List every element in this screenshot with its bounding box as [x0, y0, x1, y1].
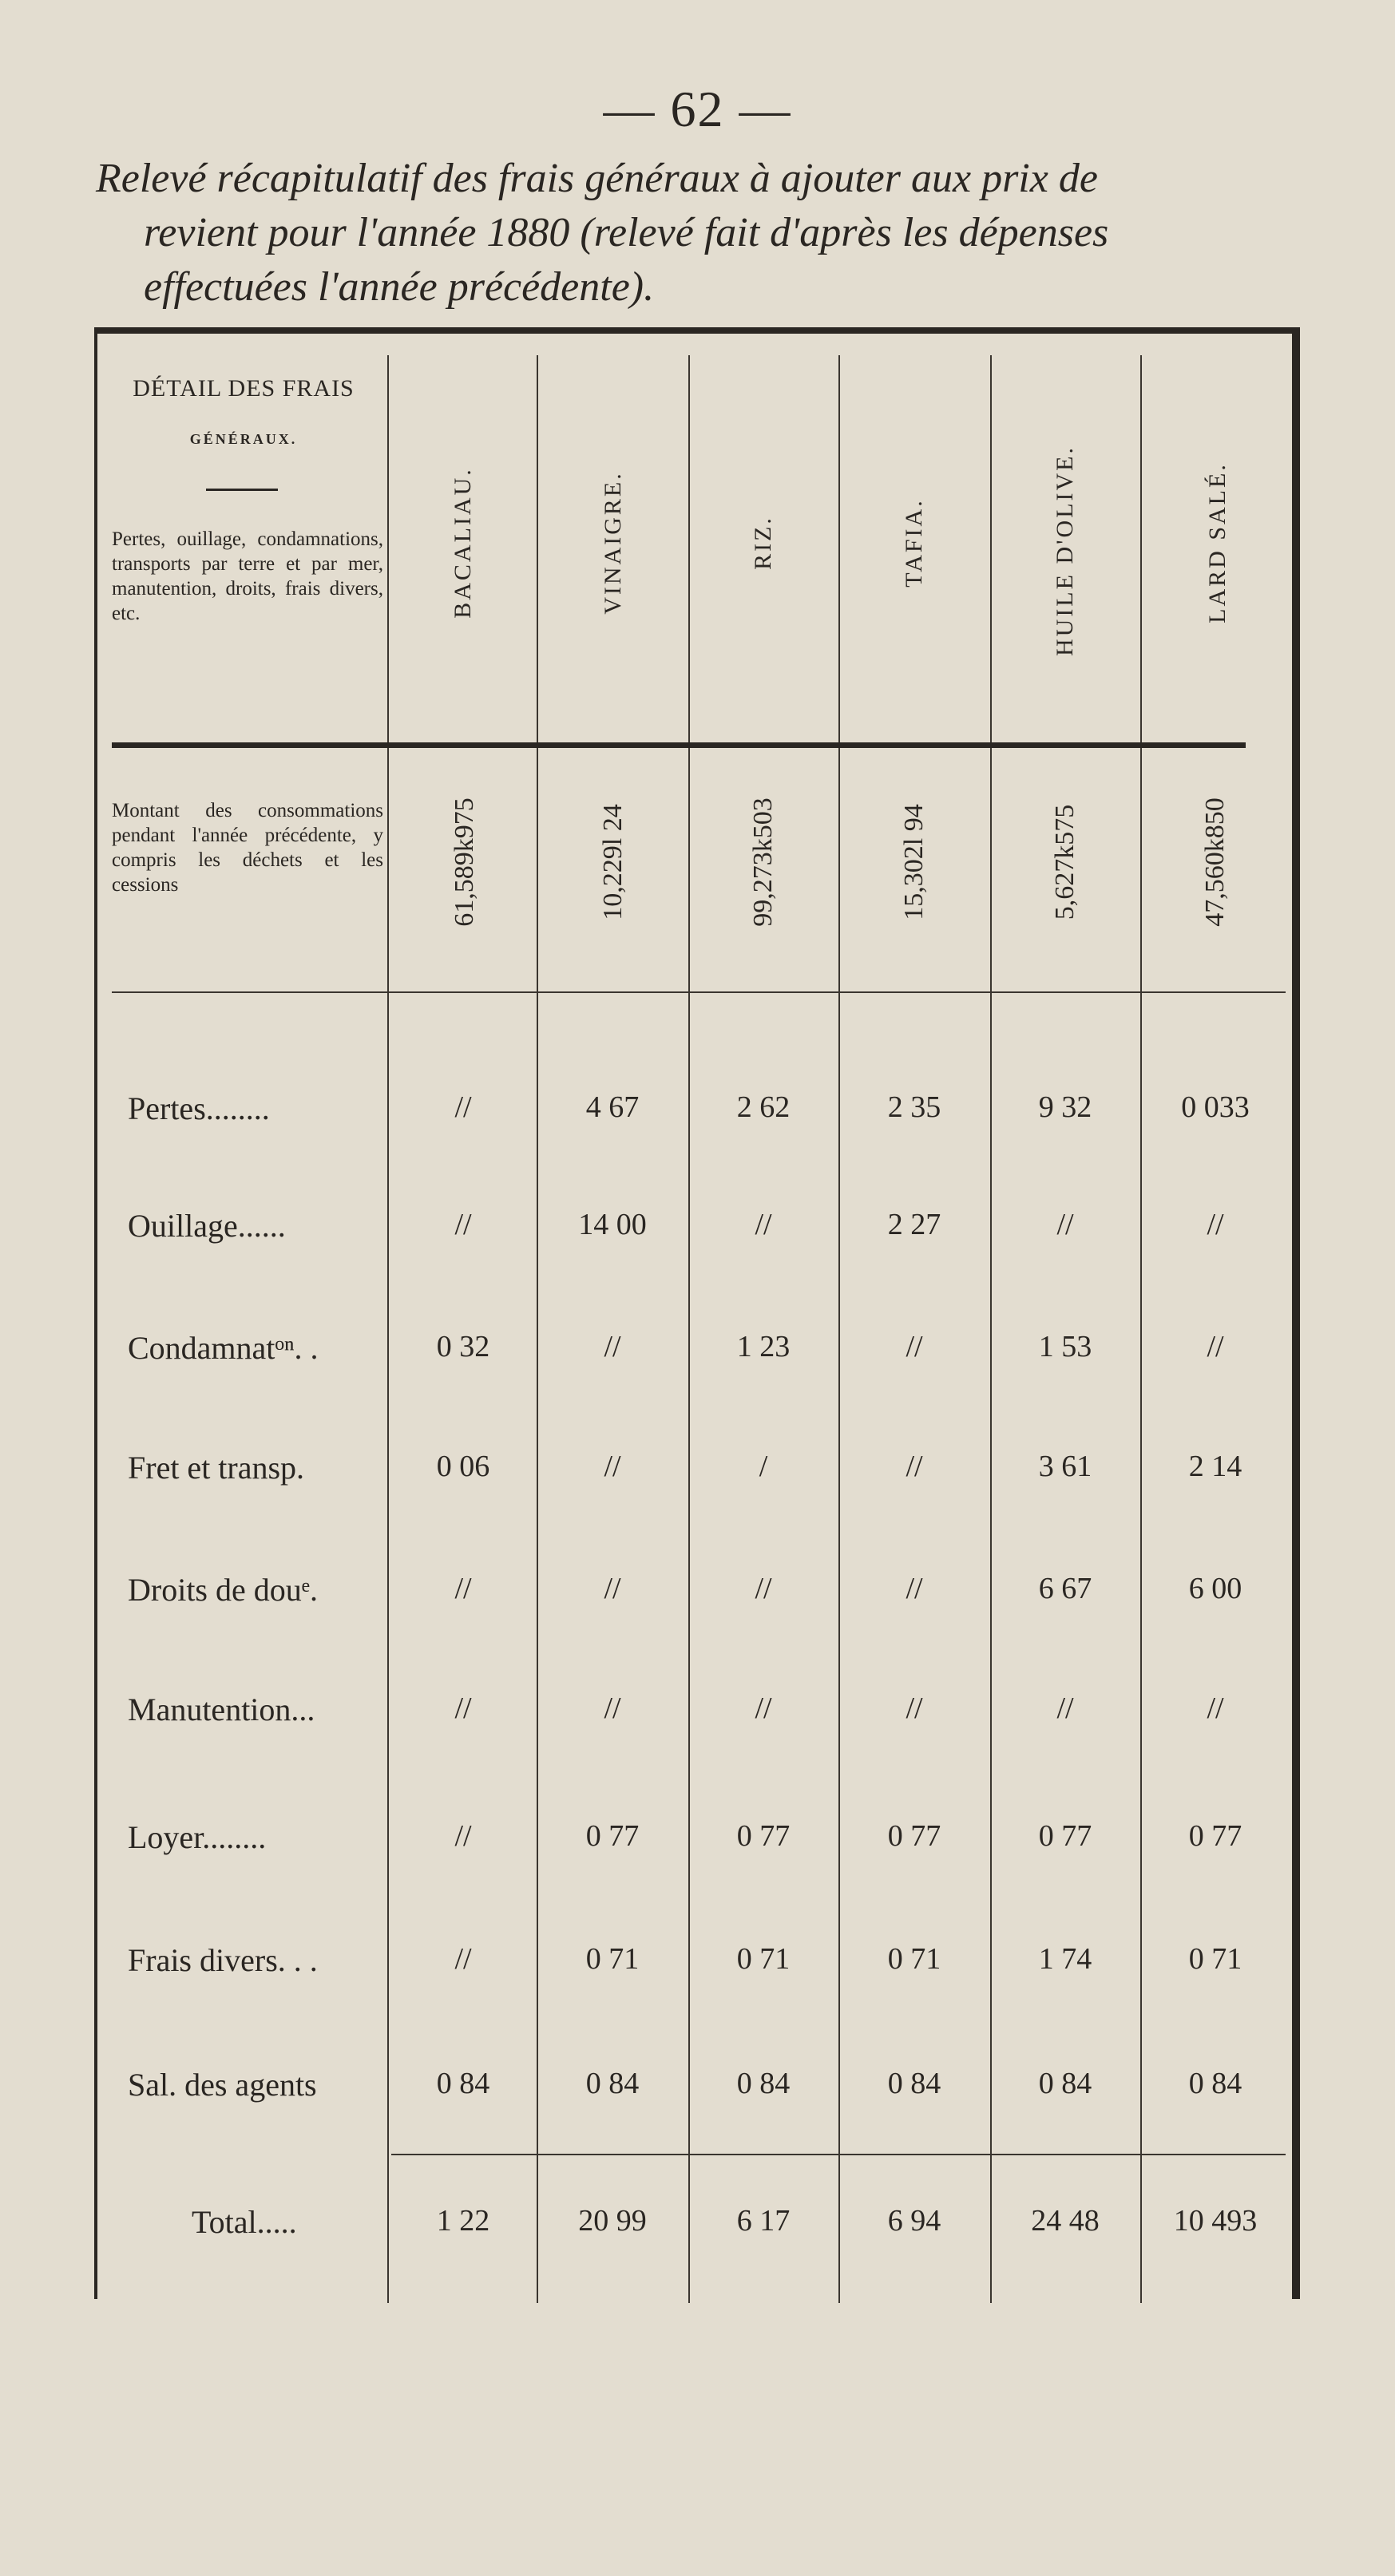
table-cell: 0 84 — [585, 2067, 640, 2100]
table-cell: // — [755, 1692, 772, 1725]
column-header-bacaliau: BACALIAU. — [450, 467, 476, 619]
montant-label: Montant des consommations pendant l'année précédente, y compris les déchets et les cessions — [112, 800, 383, 896]
montant-value: 10,229l 24 — [598, 804, 628, 920]
header-divider — [206, 489, 278, 491]
table-cell: 0 77 — [736, 1819, 791, 1853]
total-cell: 1 22 — [436, 2204, 490, 2238]
total-cell: 24 48 — [1031, 2204, 1100, 2238]
row-label: Frais divers. . . — [128, 1942, 318, 1978]
row-label: Condamnatᵒⁿ. . — [128, 1330, 319, 1366]
total-cell: 6 94 — [887, 2204, 941, 2238]
table-cell: 0 84 — [887, 2067, 941, 2100]
table-cell: 3 61 — [1038, 1450, 1092, 1483]
total-cell: 20 99 — [578, 2204, 647, 2238]
table-cell: 0 71 — [1188, 1942, 1242, 1976]
column-divider — [387, 355, 389, 2303]
table-cell: // — [454, 1090, 472, 1124]
page-number: — 62 — — [603, 81, 792, 137]
row-label: Loyer........ — [128, 1819, 267, 1855]
table-cell: 6 00 — [1188, 1572, 1242, 1605]
table-cell: // — [604, 1450, 621, 1483]
column-header-vinaigre: VINAIGRE. — [600, 471, 626, 615]
total-rule — [391, 2154, 1286, 2155]
table-cell: // — [755, 1208, 772, 1241]
table-cell: 0 32 — [436, 1330, 490, 1363]
table-cell: // — [1207, 1208, 1224, 1241]
title-line-3: effectuées l'année précédente). — [144, 264, 655, 310]
table-cell: / — [759, 1450, 768, 1483]
page-title — [96, 152, 1318, 315]
column-header-riz: RIZ. — [750, 516, 776, 570]
table-cell: 0 71 — [585, 1942, 640, 1976]
column-divider — [1140, 355, 1142, 2303]
table-cell: // — [454, 1208, 472, 1241]
title-line-1: Relevé récapitulatif des frais généraux à ajouter aux prix de — [96, 156, 1098, 201]
table-cell: // — [1207, 1330, 1224, 1363]
total-label: Total..... — [192, 2204, 297, 2240]
row-label: Pertes........ — [128, 1090, 270, 1126]
montant-value: 61,589k975 — [450, 797, 479, 927]
table-cell: 0 06 — [436, 1450, 490, 1483]
total-cell: 6 17 — [736, 2204, 791, 2238]
table-cell: 2 27 — [887, 1208, 941, 1241]
row-label: Droits de douᵉ. — [128, 1572, 319, 1608]
header-description: Pertes, ouillage, condamnations, transports par terre et par mer, manutention, droits, frais divers, etc. — [112, 528, 383, 624]
table-cell: // — [906, 1330, 923, 1363]
table-cell: 0 84 — [1188, 2067, 1242, 2100]
table-cell: 2 35 — [887, 1090, 941, 1124]
table-cell: 0 77 — [887, 1819, 941, 1853]
table-cell: // — [906, 1572, 923, 1605]
table-cell: 9 32 — [1038, 1090, 1092, 1124]
row-label: Sal. des agents — [128, 2067, 317, 2103]
table-cell: // — [454, 1572, 472, 1605]
header-title: DÉTAIL DES FRAIS — [133, 375, 355, 402]
table-cell: // — [906, 1692, 923, 1725]
table-cell: 14 00 — [578, 1208, 647, 1241]
table-cell: // — [604, 1572, 621, 1605]
table-cell: 0 77 — [1188, 1819, 1242, 1853]
column-divider — [688, 355, 690, 2303]
column-divider — [537, 355, 538, 2303]
table-cell: 0 77 — [585, 1819, 640, 1853]
table-cell: 2 62 — [736, 1090, 791, 1124]
table-cell: // — [755, 1572, 772, 1605]
total-cell: 10 493 — [1173, 2204, 1258, 2238]
row-label: Manutention... — [128, 1692, 315, 1727]
row-label: Fret et transp. — [128, 1450, 305, 1486]
table-cell: 1 53 — [1038, 1330, 1092, 1363]
table-cell: // — [604, 1692, 621, 1725]
header-subtitle: GÉNÉRAUX. — [189, 431, 298, 447]
column-header-lard-sale: LARD SALÉ. — [1204, 462, 1231, 623]
montant-value: 15,302l 94 — [899, 804, 929, 920]
table-cell: 0 033 — [1181, 1090, 1250, 1124]
table-cell: 2 14 — [1188, 1450, 1242, 1483]
table-cell: // — [454, 1819, 472, 1853]
montant-rule — [112, 991, 1286, 993]
table-cell: // — [1207, 1692, 1224, 1725]
table-cell: 0 71 — [887, 1942, 941, 1976]
table-cell: // — [1056, 1692, 1074, 1725]
montant-value: 99,273k503 — [748, 797, 778, 927]
table-cell: // — [604, 1330, 621, 1363]
table-cell: 4 67 — [585, 1090, 640, 1124]
column-header-tafia: TAFIA. — [901, 498, 927, 588]
montant-value: 5,627k575 — [1050, 804, 1080, 920]
title-line-2: revient pour l'année 1880 (relevé fait d'après les dépenses — [144, 210, 1109, 255]
table-cell: // — [454, 1942, 472, 1976]
header-rule — [112, 742, 1246, 748]
table-cell: 0 71 — [736, 1942, 791, 1976]
table-cell: 0 84 — [1038, 2067, 1092, 2100]
column-divider — [838, 355, 840, 2303]
table-cell: 1 74 — [1038, 1942, 1092, 1976]
table-cell: 0 84 — [736, 2067, 791, 2100]
column-divider — [990, 355, 992, 2303]
table-cell: // — [454, 1692, 472, 1725]
column-header-huile-d-olive: HUILE D'OLIVE. — [1052, 445, 1078, 657]
montant-value: 47,560k850 — [1200, 797, 1230, 927]
row-label: Ouillage...... — [128, 1208, 286, 1244]
table-cell: // — [1056, 1208, 1074, 1241]
table-cell: 1 23 — [736, 1330, 791, 1363]
table-cell: // — [906, 1450, 923, 1483]
table-cell: 0 84 — [436, 2067, 490, 2100]
table-cell: 0 77 — [1038, 1819, 1092, 1853]
table-cell: 6 67 — [1038, 1572, 1092, 1605]
